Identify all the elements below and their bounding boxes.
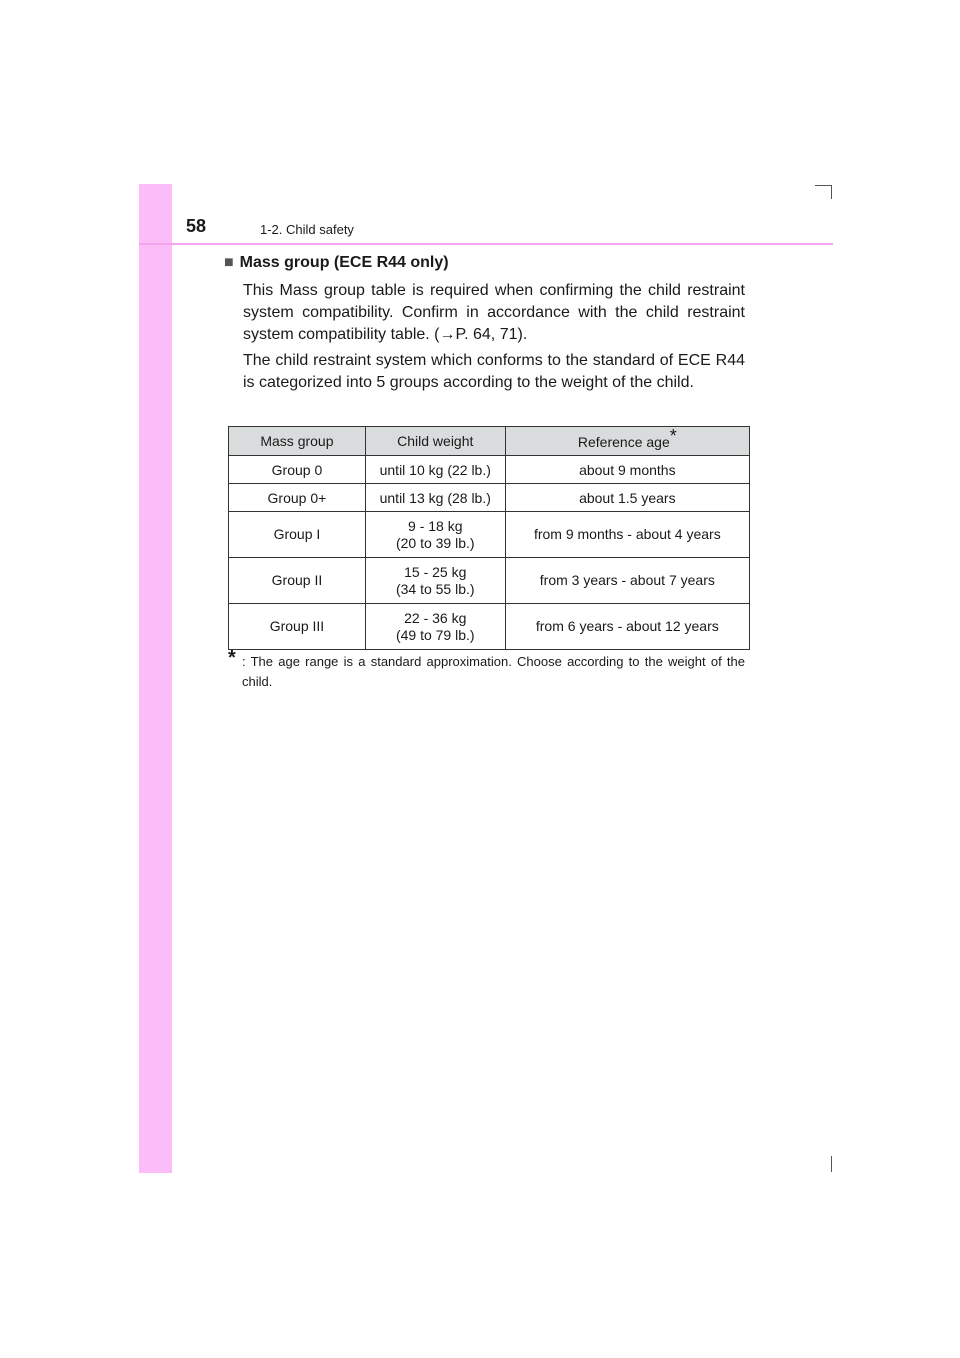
reference-age-cell: from 9 months - about 4 years — [505, 512, 749, 558]
heading-text: Mass group (ECE R44 only) — [239, 254, 449, 271]
mass-group-cell: Group II — [229, 558, 366, 604]
section-title: 1-2. Child safety — [260, 222, 354, 237]
child-weight-cell — [365, 456, 505, 484]
weight-kg: 15 - 25 kg — [404, 563, 467, 580]
table-row — [229, 558, 750, 604]
mass-group-cell: Group III — [229, 604, 366, 650]
weight-kg: 22 - 36 kg — [404, 609, 467, 626]
section-heading — [224, 254, 449, 272]
table-header-row — [229, 427, 750, 456]
child-weight-cell — [365, 512, 505, 558]
table-row — [229, 484, 750, 512]
table-row — [229, 456, 750, 484]
crop-mark — [831, 185, 832, 199]
weight-lb: (20 to 39 lb.) — [395, 534, 475, 551]
page-side-tab — [139, 184, 172, 1173]
reference-age-cell: about 1.5 years — [505, 484, 749, 512]
groups-paragraph: The child restraint system which conforms to the standard of ECE R44 is categorized into 5 groups according to the weight of the child. — [243, 352, 745, 391]
square-bullet-icon: ■ — [224, 254, 234, 271]
weight-kg: until 10 kg (22 lb.) — [379, 461, 491, 478]
crop-mark — [815, 185, 832, 186]
child-weight-cell — [365, 484, 505, 512]
child-weight-cell — [365, 604, 505, 650]
child-weight-cell — [365, 558, 505, 604]
crop-mark — [831, 1156, 832, 1172]
column-header-reference-age — [505, 427, 749, 456]
footnote-marker: * — [669, 425, 677, 446]
table-row — [229, 512, 750, 558]
column-header-child-weight: Child weight — [365, 427, 505, 456]
weight-kg: 9 - 18 kg — [408, 517, 463, 534]
reference-age-label: Reference age — [577, 433, 670, 450]
footnote-marker: * — [228, 647, 236, 669]
reference-age-cell: from 6 years - about 12 years — [505, 604, 749, 650]
column-header-mass-group: Mass group — [229, 427, 366, 456]
mass-group-cell: Group 0+ — [229, 484, 366, 512]
intro-paragraph: This Mass group table is required when confirming the child restraint system compatibility. Confirm in accordance with the child restraint system compatibility table. (→P. 64, 71). — [243, 282, 745, 343]
footnote — [228, 647, 745, 692]
weight-lb: (34 to 55 lb.) — [395, 580, 475, 597]
table-row — [229, 604, 750, 650]
page-number: 58 — [186, 216, 207, 236]
header-rule — [139, 243, 833, 245]
reference-age-cell: about 9 months — [505, 456, 749, 484]
footnote-text: : The age range is a standard approximation. Choose according to the weight of the child. — [242, 654, 745, 689]
reference-age-cell: from 3 years - about 7 years — [505, 558, 749, 604]
weight-kg: until 13 kg (28 lb.) — [379, 489, 491, 506]
mass-group-table — [228, 426, 750, 650]
mass-group-cell: Group I — [229, 512, 366, 558]
mass-group-cell: Group 0 — [229, 456, 366, 484]
weight-lb: (49 to 79 lb.) — [395, 626, 475, 643]
